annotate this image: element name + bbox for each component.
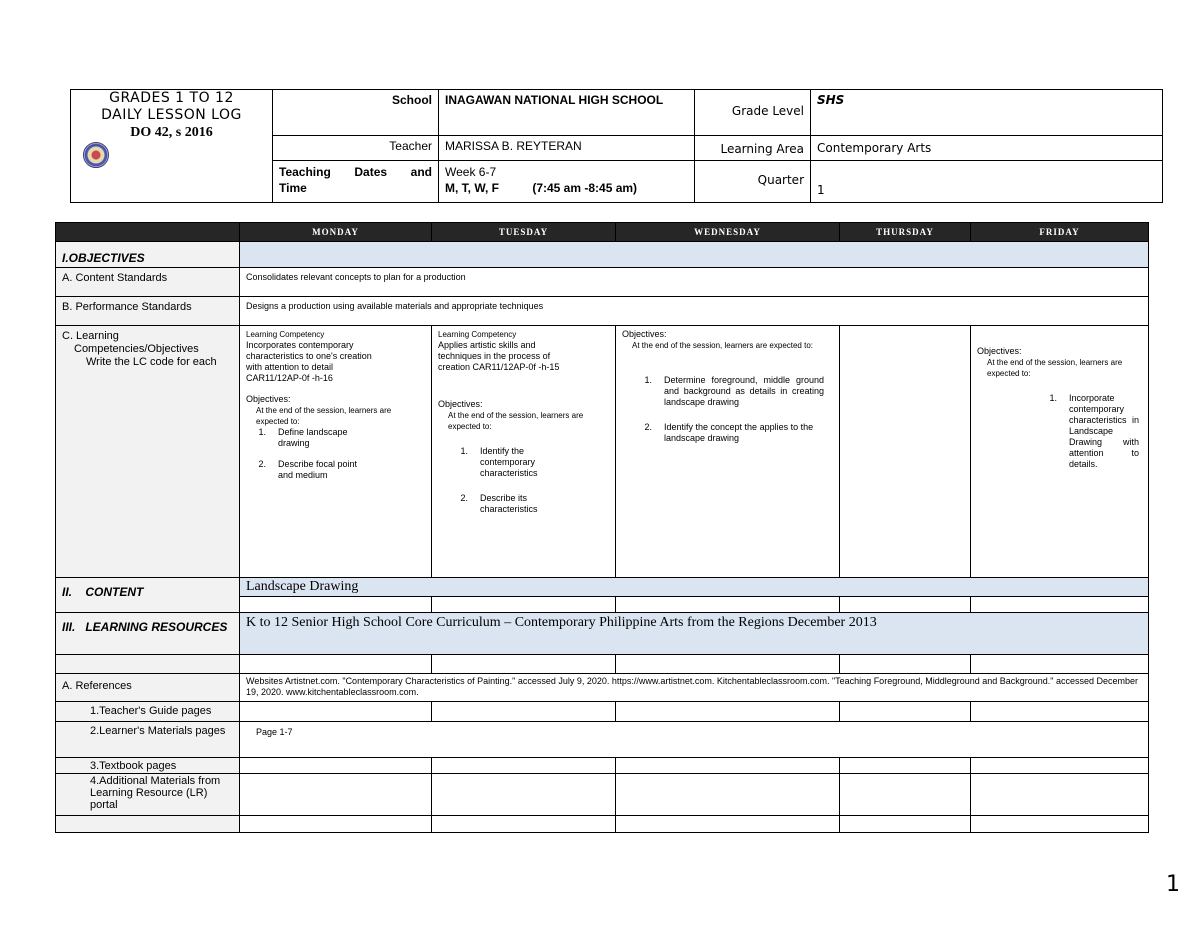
references-value: Websites Artistnet.com. "Contemporary Characteristics of Painting." accessed July 9, 2020. https://www.artistnet.com. Kitchentableclassroom.com. "Teaching Foreground, Middleground and Background." accessed December 19, 2020. www.kitchentableclassroom.com.	[240, 674, 1149, 702]
competencies-label	[56, 326, 240, 578]
day-friday: FRIDAY	[971, 223, 1149, 242]
header-title-block	[71, 90, 273, 203]
competencies-label-1: C. Learning	[62, 330, 119, 342]
monday-obj-intro: At the end of the session, learners are expected to:	[256, 406, 392, 426]
references-label: A. References	[56, 674, 240, 702]
tuesday-lc-title: Learning Competency	[438, 330, 517, 339]
teaching-dates-value	[439, 161, 695, 203]
day-monday: MONDAY	[240, 223, 432, 242]
friday-obj-intro: At the end of the session, learners are expected to:	[987, 358, 1123, 378]
content-standards-value: Consolidates relevant concepts to plan for a production	[240, 268, 1149, 297]
competencies-label-2: Competencies/Objectives	[74, 343, 199, 355]
thursday-objectives-cell	[840, 326, 971, 578]
page-number: 1	[1166, 872, 1180, 897]
day-header-blank	[56, 223, 240, 242]
content-standards-label: A. Content Standards	[56, 268, 240, 297]
school-label: School	[273, 90, 439, 136]
performance-standards-value: Designs a production using available materials and appropriate techniques	[240, 297, 1149, 326]
monday-obj-title: Objectives:	[246, 394, 291, 404]
day-thursday: THURSDAY	[840, 223, 971, 242]
tuesday-obj-intro: At the end of the session, learners are expected to:	[448, 411, 584, 431]
learners-materials-value: Page 1-7	[240, 722, 1149, 758]
list-item: 2. Describe its characteristics	[460, 493, 538, 514]
content-value: Landscape Drawing	[240, 578, 1149, 597]
quarter-value: 1	[811, 161, 1163, 203]
tuesday-objectives-cell	[432, 326, 616, 578]
list-item: 1. Determine foreground, middle ground and background as details in creating landscape drawing	[644, 375, 824, 407]
tuesday-lc-text: Applies artistic skills and techniques in the process of creation CAR11/12AP-0f -h-15	[438, 340, 560, 372]
objectives-heading: I.OBJECTIVES	[56, 242, 240, 268]
monday-lc-title: Learning Competency	[246, 330, 325, 339]
list-item: 1. Define landscape drawing	[258, 427, 348, 448]
teacher-label: Teacher	[273, 136, 439, 161]
grade-level-label: Grade Level	[695, 90, 811, 136]
list-item: 1. Incorporate contemporary characteristics in Landscape Drawing with attention to details.	[1049, 393, 1139, 469]
wednesday-obj-title: Objectives:	[622, 329, 667, 339]
deped-seal-icon	[83, 142, 109, 168]
friday-obj-title: Objectives:	[977, 346, 1022, 356]
list-item: 2. Identify the concept the applies to the landscape drawing	[644, 422, 814, 443]
quarter-label: Quarter	[695, 161, 811, 203]
school-value: INAGAWAN NATIONAL HIGH SCHOOL	[439, 90, 695, 136]
list-item: 1. Identify the contemporary characteristics	[460, 446, 538, 478]
monday-lc-text: Incorporates contemporary characteristics to one's creation with attention to detail CAR11/12AP-0f -h-16	[246, 340, 372, 383]
teaching-days-time: M, T, W, F (7:45 am -8:45 am)	[445, 181, 638, 195]
competencies-label-3: Write the LC code for each	[86, 356, 217, 368]
learning-area-value: Contemporary Arts	[811, 136, 1163, 161]
teaching-dates-label: Teaching Dates and Time	[273, 161, 439, 203]
wednesday-objectives-cell	[616, 326, 840, 578]
header-title-line3: DO 42, s 2016	[130, 125, 213, 140]
day-header-row	[56, 223, 1149, 242]
monday-objectives-cell	[240, 326, 432, 578]
content-heading: II. CONTENT	[56, 578, 240, 613]
list-item: 2. Describe focal point and medium	[258, 459, 358, 480]
wednesday-obj-intro: At the end of the session, learners are expected to:	[632, 341, 813, 350]
resources-heading: III. LEARNING RESOURCES	[56, 613, 240, 655]
textbook-label: 3.Textbook pages	[56, 758, 240, 774]
header-title-line2: DAILY LESSON LOG	[101, 107, 242, 123]
header-title-line1: GRADES 1 TO 12	[109, 90, 234, 106]
teaching-week: Week 6-7	[445, 165, 497, 179]
day-tuesday: TUESDAY	[432, 223, 616, 242]
lesson-log-table	[55, 222, 1149, 833]
tuesday-obj-title: Objectives:	[438, 399, 483, 409]
objectives-band	[240, 242, 1149, 268]
performance-standards-label: B. Performance Standards	[56, 297, 240, 326]
teacher-value: MARISSA B. REYTERAN	[439, 136, 695, 161]
learning-area-label: Learning Area	[695, 136, 811, 161]
learners-materials-label: 2.Learner's Materials pages	[56, 722, 240, 758]
grade-level-value: SHS	[811, 90, 1163, 136]
additional-materials-label: 4.Additional Materials from Learning Resource (LR) portal	[56, 774, 240, 816]
day-wednesday: WEDNESDAY	[616, 223, 840, 242]
resources-value: K to 12 Senior High School Core Curriculum – Contemporary Philippine Arts from the Regions December 2013	[240, 613, 1149, 655]
teachers-guide-label: 1.Teacher's Guide pages	[56, 702, 240, 722]
friday-objectives-cell	[971, 326, 1149, 578]
header-table	[70, 89, 1163, 203]
